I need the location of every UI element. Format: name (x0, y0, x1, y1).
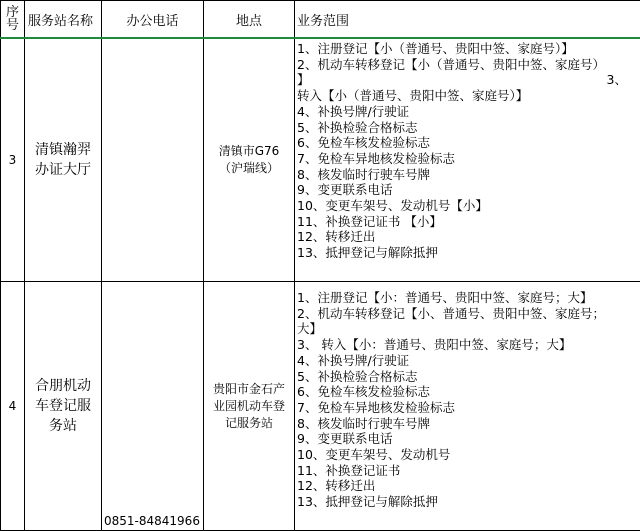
scope-item: 转入【小（普通号、贵阳中签、家庭号）】 (297, 88, 638, 104)
scope-item: 12、转移迁出 (297, 478, 638, 494)
header-seq: 序号 (1, 1, 25, 39)
row-location: 清镇市G76（沪瑞线） (204, 38, 295, 282)
row-station-name: 合朋机动车登记服务站 (25, 282, 102, 531)
scope-item: 8、核发临时行驶车号牌 (297, 416, 638, 432)
scope-item: 11、补换登记证书 (297, 463, 638, 479)
row-location: 贵阳市金石产业园机动车登记服务站 (204, 282, 295, 531)
row-seq: 3 (1, 38, 25, 282)
scope-item: 13、抵押登记与解除抵押 (297, 494, 638, 510)
row-scope (295, 282, 640, 531)
scope-item: 大】 (297, 321, 638, 337)
scope-item: 】 (297, 72, 337, 88)
scope-item: 7、免检车异地核发检验标志 (297, 151, 638, 167)
scope-item: 5、补换检验合格标志 (297, 120, 638, 136)
header-phone: 办公电话 (102, 1, 204, 39)
scope-item: 3、 转入【小：普通号、贵阳中签、家庭号；大】 (297, 337, 638, 353)
scope-item: 9、变更联系电话 (297, 431, 638, 447)
scope-item: 1、注册登记【小：普通号、贵阳中签、家庭号；大】 (297, 290, 638, 306)
scope-item: 10、变更车架号、发动机号【小】 (297, 198, 638, 214)
scope-item: 5、补换检验合格标志 (297, 369, 638, 385)
scope-item: 2、机动车转移登记【小、普通号、贵阳中签、家庭号； (297, 306, 638, 322)
scope-item: 6、免检车核发检验标志 (297, 135, 638, 151)
scope-item: 12、转移迁出 (297, 229, 638, 245)
header-name: 服务站名称 (25, 1, 102, 39)
scope-item: 6、免检车核发检验标志 (297, 384, 638, 400)
row-phone: 0851-84841966 (102, 282, 204, 531)
scope-item: 11、补换登记证书 【小】 (297, 214, 638, 230)
scope-item: 1、注册登记【小（普通号、贵阳中签、家庭号）】 (297, 41, 638, 57)
scope-item: 4、补换号牌/行驶证 (297, 353, 638, 369)
row-phone (102, 38, 204, 282)
scope-item: 7、免检车异地核发检验标志 (297, 400, 638, 416)
header-row (1, 1, 640, 39)
table-row (1, 38, 640, 282)
table-row (1, 282, 640, 531)
scope-item: 10、变更车架号、发动机号 (297, 447, 638, 463)
scope-item: 9、变更联系电话 (297, 182, 638, 198)
scope-item: 4、补换号牌/行驶证 (297, 104, 638, 120)
scope-item: 3、 (337, 72, 637, 88)
header-scope: 业务范围 (295, 1, 640, 39)
scope-item: 13、抵押登记与解除抵押 (297, 245, 638, 261)
row-scope (295, 38, 640, 282)
row-station-name: 清镇瀚羿办证大厅 (25, 38, 102, 282)
scope-item: 8、核发临时行驶车号牌 (297, 167, 638, 183)
row-seq: 4 (1, 282, 25, 531)
header-location: 地点 (204, 1, 295, 39)
scope-item: 2、机动车转移登记【小（普通号、贵阳中签、家庭号） (297, 57, 638, 73)
